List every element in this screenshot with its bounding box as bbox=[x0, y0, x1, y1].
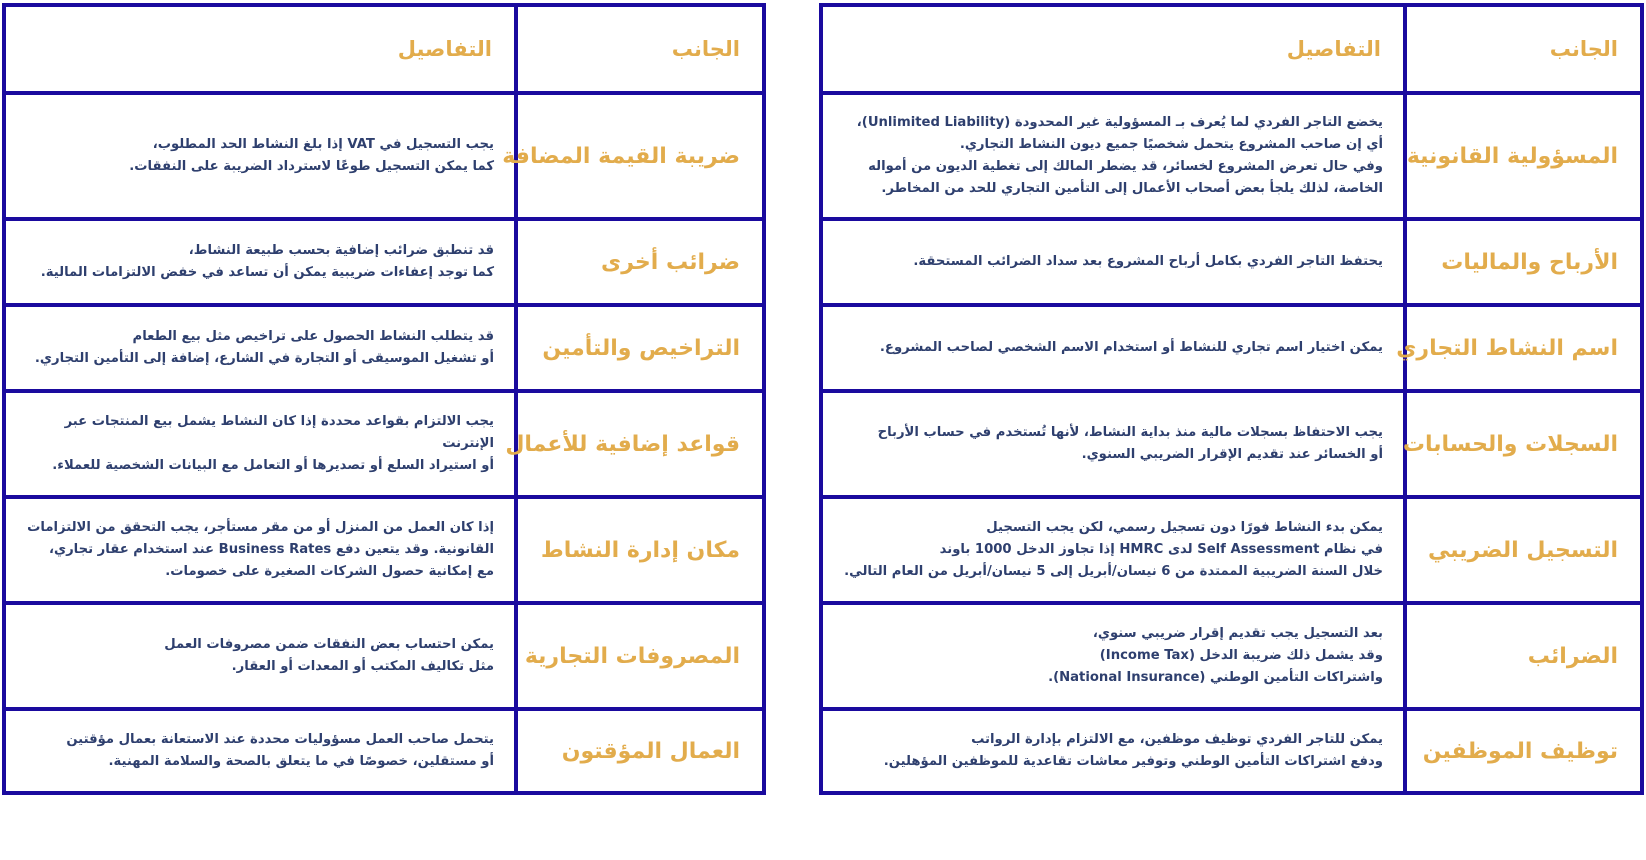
table-row bbox=[4, 603, 764, 709]
details-line: مثل تكاليف المكتب أو المعدات أو العقار. bbox=[231, 659, 494, 674]
details-line: مع إمكانية حصول الشركات الصغيرة على خصومات. bbox=[165, 564, 494, 579]
row-aspect: السجلات والحسابات bbox=[1405, 391, 1642, 497]
row-details bbox=[4, 497, 516, 603]
details-line: يجب التسجيل في VAT إذا بلغ النشاط الحد المطلوب، bbox=[152, 137, 494, 152]
table-row bbox=[4, 497, 764, 603]
table-row bbox=[4, 93, 764, 219]
table-row bbox=[821, 391, 1642, 497]
row-details bbox=[4, 219, 516, 305]
row-aspect: قواعد إضافية للأعمال bbox=[516, 391, 764, 497]
details-line: وفي حال تعرض المشروع لخسائر، قد يضطر المالك إلى تغطية الديون من أمواله bbox=[868, 159, 1383, 174]
table-header-row bbox=[821, 5, 1642, 93]
table-row bbox=[821, 709, 1642, 793]
row-aspect: توظيف الموظفين bbox=[1405, 709, 1642, 793]
sole-trader-table-right bbox=[819, 3, 1644, 795]
header-details: التفاصيل bbox=[821, 5, 1405, 93]
details-line: وقد يشمل ذلك ضريبة الدخل (Income Tax) bbox=[1099, 648, 1383, 663]
row-aspect: المسؤولية القانونية bbox=[1405, 93, 1642, 219]
details-line: قد يتطلب النشاط الحصول على تراخيص مثل بيع الطعام bbox=[132, 329, 494, 344]
row-details bbox=[4, 603, 516, 709]
table-header-row bbox=[4, 5, 764, 93]
row-details bbox=[821, 391, 1405, 497]
row-aspect: المصروفات التجارية bbox=[516, 603, 764, 709]
details-line: في نظام Self Assessment لدى HMRC إذا تجاوز الدخل 1000 باوند bbox=[939, 542, 1383, 557]
details-line: أو مستقلين، خصوصًا في ما يتعلق بالصحة والسلامة المهنية. bbox=[108, 754, 494, 769]
details-line: يجب الاحتفاظ بسجلات مالية منذ بداية النشاط، لأنها تُستخدم في حساب الأرباح bbox=[877, 425, 1383, 440]
details-line: خلال السنة الضريبية الممتدة من 6 نيسان/أبريل إلى 5 نيسان/أبريل من العام التالي. bbox=[844, 564, 1383, 579]
row-aspect: التسجيل الضريبي bbox=[1405, 497, 1642, 603]
details-line: أي إن صاحب المشروع يتحمل شخصيًا جميع ديون النشاط التجاري. bbox=[959, 137, 1383, 152]
row-aspect: العمال المؤقتون bbox=[516, 709, 764, 793]
details-line: كما توجد إعفاءات ضريبية يمكن أن تساعد في خفض الالتزامات المالية. bbox=[40, 265, 494, 280]
details-line: يخضع التاجر الفردي لما يُعرف بـ المسؤولية غير المحدودة (Unlimited Liability)، bbox=[856, 115, 1383, 130]
header-aspect: الجانب bbox=[1405, 5, 1642, 93]
details-line: يتحمل صاحب العمل مسؤوليات محددة عند الاستعانة بعمال مؤقتين bbox=[66, 732, 494, 747]
details-line: قد تنطبق ضرائب إضافية بحسب طبيعة النشاط، bbox=[188, 243, 494, 258]
table-row bbox=[4, 391, 764, 497]
details-line: أو تشغيل الموسيقى أو التجارة في الشارع، إضافة إلى التأمين التجاري. bbox=[34, 351, 494, 366]
row-aspect: ضرائب أخرى bbox=[516, 219, 764, 305]
row-details bbox=[4, 709, 516, 793]
row-details bbox=[4, 305, 516, 391]
details-line: أو استيراد السلع أو تصديرها أو التعامل مع البيانات الشخصية للعملاء. bbox=[52, 458, 494, 473]
table-row bbox=[4, 219, 764, 305]
row-aspect: التراخيص والتأمين bbox=[516, 305, 764, 391]
row-aspect: مكان إدارة النشاط bbox=[516, 497, 764, 603]
details-line: إذا كان العمل من المنزل أو من مقر مستأجر، يجب التحقق من الالتزامات القانونية. وقد يتعين دفع Business Rates عند استخدام عقار تجاري، bbox=[27, 520, 494, 557]
table-row bbox=[4, 305, 764, 391]
row-details bbox=[821, 603, 1405, 709]
details-line: يجب الالتزام بقواعد محددة إذا كان النشاط يشمل بيع المنتجات عبر الإنترنت bbox=[64, 414, 494, 451]
row-aspect: الضرائب bbox=[1405, 603, 1642, 709]
table-row bbox=[821, 93, 1642, 219]
sole-trader-table-left bbox=[2, 3, 766, 795]
details-line: يمكن احتساب بعض النفقات ضمن مصروفات العمل bbox=[164, 637, 494, 652]
details-line: كما يمكن التسجيل طوعًا لاسترداد الضريبة على النفقات. bbox=[129, 159, 494, 174]
details-line: واشتراكات التأمين الوطني (National Insurance). bbox=[1048, 670, 1383, 685]
row-aspect: اسم النشاط التجاري bbox=[1405, 305, 1642, 391]
table-row bbox=[4, 709, 764, 793]
details-line: الخاصة، لذلك يلجأ بعض أصحاب الأعمال إلى التأمين التجاري للحد من المخاطر. bbox=[881, 181, 1383, 196]
details-line: ودفع اشتراكات التأمين الوطني وتوفير معاشات تقاعدية للموظفين المؤهلين. bbox=[883, 754, 1383, 769]
row-aspect: ضريبة القيمة المضافة bbox=[516, 93, 764, 219]
table-row bbox=[821, 305, 1642, 391]
row-details bbox=[821, 93, 1405, 219]
table-row bbox=[821, 219, 1642, 305]
row-details bbox=[821, 497, 1405, 603]
details-line: يمكن للتاجر الفردي توظيف موظفين، مع الالتزام بإدارة الرواتب bbox=[971, 732, 1383, 747]
row-details bbox=[821, 709, 1405, 793]
details-line: أو الخسائر عند تقديم الإقرار الضريبي السنوي. bbox=[1081, 447, 1383, 462]
details-line: يمكن اختيار اسم تجاري للنشاط أو استخدام الاسم الشخصي لصاحب المشروع. bbox=[879, 340, 1383, 355]
header-aspect: الجانب bbox=[516, 5, 764, 93]
details-line: يمكن بدء النشاط فورًا دون تسجيل رسمي، لكن يجب التسجيل bbox=[986, 520, 1383, 535]
row-details bbox=[4, 391, 516, 497]
row-aspect: الأرباح والماليات bbox=[1405, 219, 1642, 305]
details-line: يحتفظ التاجر الفردي بكامل أرباح المشروع بعد سداد الضرائب المستحقة. bbox=[913, 254, 1383, 269]
table-row bbox=[821, 497, 1642, 603]
table-row bbox=[821, 603, 1642, 709]
row-details bbox=[821, 219, 1405, 305]
details-line: بعد التسجيل يجب تقديم إقرار ضريبي سنوي، bbox=[1092, 626, 1383, 641]
header-details: التفاصيل bbox=[4, 5, 516, 93]
row-details bbox=[4, 93, 516, 219]
row-details bbox=[821, 305, 1405, 391]
